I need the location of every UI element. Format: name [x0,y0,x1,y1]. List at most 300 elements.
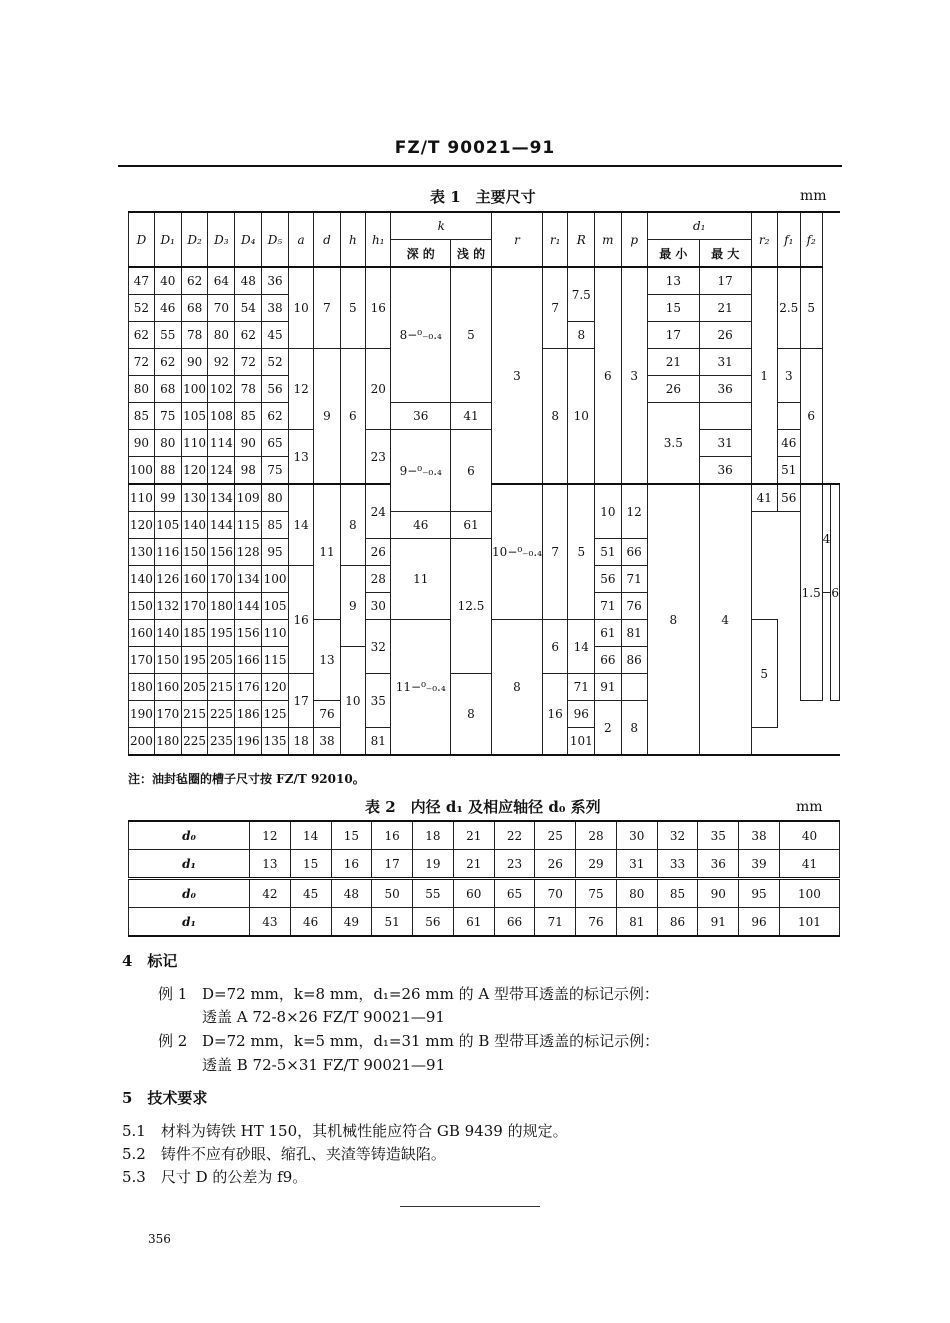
th-d: d [314,212,340,267]
cell: 11−⁰₋₀.₄ [391,620,450,756]
cell: 76 [314,701,340,728]
cell: 21 [699,295,751,322]
cell: 99 [154,484,181,512]
cell: 31 [699,430,751,457]
cell: 124 [208,457,235,485]
cell: 95 [262,539,289,566]
cell: 46 [290,908,331,937]
cell: 150 [129,593,155,620]
cell: 7.5 [568,267,595,322]
cell: 45 [290,879,331,908]
cell: 101 [568,728,595,756]
example-1-code: 透盖 A 72-8×26 FZ/T 90021—91 [202,1008,445,1026]
cell: 48 [235,267,262,295]
cell: 80 [154,430,181,457]
cell: 8 [542,349,567,485]
cell: 25 [535,821,576,850]
cell: 140 [154,620,181,647]
cell: 6 [340,349,365,485]
th-h1: h₁ [366,212,391,267]
cell: 5 [800,267,822,349]
document-header: FZ/T 90021—91 [394,138,556,158]
cell: 9 [314,349,340,485]
cell: 170 [129,647,155,674]
cell: 91 [698,908,739,937]
cell: 46 [391,512,450,539]
cell: 78 [235,376,262,403]
cell: 62 [154,349,181,376]
cell: 48 [331,879,372,908]
cell: 14 [288,484,313,566]
cell: 54 [235,295,262,322]
cell: 130 [129,539,155,566]
cell: 16 [366,267,391,349]
cell: 108 [208,403,235,430]
cell: 92 [208,349,235,376]
th-D2: D₂ [181,212,208,267]
cell: 33 [657,850,698,879]
cell: 72 [235,349,262,376]
example-1-text: D=72 mm，k=8 mm，d₁=26 mm 的 A 型带耳透盖的标记示例： [202,985,659,1003]
cell: 12.5 [450,539,491,674]
cell: 1 [751,267,777,484]
cell: 3 [777,349,800,403]
cell: 170 [181,593,208,620]
cell: 156 [208,539,235,566]
cell: 65 [494,879,535,908]
cell: 35 [366,674,391,728]
table-row [129,908,840,937]
cell: 28 [366,566,391,593]
cell: 60 [453,879,494,908]
cell: 96 [568,701,595,728]
cell: 225 [181,728,208,756]
cell: 6 [542,620,567,674]
cell: 128 [235,539,262,566]
cell: 116 [154,539,181,566]
cell: 71 [621,566,647,593]
cell: 50 [372,879,413,908]
cell: 61 [450,512,491,539]
th-h: h [340,212,365,267]
table1-caption: 表 1 主要尺寸 [430,188,536,206]
cell: 80 [208,322,235,349]
cell: 88 [154,457,181,485]
cell: 35 [698,821,739,850]
cell: 140 [129,566,155,593]
cell: 90 [235,430,262,457]
cell: 180 [129,674,155,701]
cell: 195 [181,647,208,674]
cell: 15 [331,821,372,850]
cell: 14 [568,620,595,674]
cell: 120 [181,457,208,485]
cell: 32 [657,821,698,850]
page-number: 356 [148,1232,171,1246]
cell: 134 [235,566,262,593]
cell: 38 [739,821,780,850]
cell: 95 [739,879,780,908]
row-label-d0: d₀ [129,879,250,908]
cell: 39 [739,850,780,879]
cell: 71 [568,674,595,701]
cell: 24 [366,484,391,539]
cell: 30 [616,821,657,850]
th-r2: r₂ [751,212,777,267]
cell: 5 [340,267,365,349]
cell: 21 [647,349,699,376]
section-4-title: 4 标记 [122,952,178,970]
cell: 66 [621,539,647,566]
cell: 30 [366,593,391,620]
cell: 170 [208,566,235,593]
cell: 10 [340,647,365,756]
cell: 7 [542,267,567,349]
cell: 55 [154,322,181,349]
cell: 98 [235,457,262,485]
cell: 134 [208,484,235,512]
requirement-5-3: 5.3 尺寸 D 的公差为 f9。 [122,1168,308,1186]
cell: 3 [621,267,647,484]
cell: 176 [235,674,262,701]
cell: 11 [314,484,340,620]
table-row [129,403,840,430]
th-D4: D₄ [235,212,262,267]
table1-note: 注：油封毡圈的槽子尺寸按 FZ/T 92010。 [128,772,365,786]
cell: 4 [699,484,751,755]
cell: 10−⁰₋₀.₄ [492,484,543,620]
cell: 196 [235,728,262,756]
cell: 10 [568,349,595,485]
cell: 23 [366,430,391,485]
cell: 100 [779,879,839,908]
cell: 4 [822,484,831,593]
cell: 160 [129,620,155,647]
cell: 61 [453,908,494,937]
cell: 8 [647,484,699,755]
main-dimensions-table [128,211,840,756]
row-label-d0: d₀ [129,821,250,850]
cell: 186 [235,701,262,728]
cell: 205 [208,647,235,674]
cell: 65 [262,430,289,457]
cell: 64 [208,267,235,295]
cell: 9−⁰₋₀.₄ [391,430,450,512]
header-rule [118,165,842,167]
table2-unit: mm [796,799,823,815]
cell: 115 [235,512,262,539]
diameter-series-table [128,820,840,937]
cell: 32 [366,620,391,674]
cell: 1.5 [800,484,822,701]
cell: 8 [492,620,543,756]
cell: 160 [181,566,208,593]
cell: 200 [129,728,155,756]
cell: 75 [262,457,289,485]
cell: 126 [154,566,181,593]
cell: 19 [413,850,454,879]
end-rule [400,1206,540,1207]
cell: 38 [262,295,289,322]
cell: 31 [699,349,751,376]
th-p: p [621,212,647,267]
th-k-deep: 深 的 [391,240,450,268]
cell: 160 [154,674,181,701]
cell: 15 [647,295,699,322]
cell: 36 [699,376,751,403]
cell: 40 [779,821,839,850]
cell: 15 [290,850,331,879]
cell: 235 [208,728,235,756]
cell: 17 [699,267,751,295]
cell: 11 [391,539,450,620]
cell: 105 [154,512,181,539]
cell: 8 [621,701,647,756]
th-R: R [568,212,595,267]
requirement-5-1: 5.1 材料为铸铁 HT 150，其机械性能应符合 GB 9439 的规定。 [122,1122,568,1140]
cell: 150 [181,539,208,566]
cell: 215 [181,701,208,728]
th-d1-max: 最 大 [699,240,751,268]
cell: 13 [288,430,313,485]
cell: 90 [129,430,155,457]
cell: 80 [616,879,657,908]
cell: 180 [154,728,181,756]
cell: 100 [181,376,208,403]
cell: 52 [262,349,289,376]
cell: 51 [595,539,621,566]
cell: 86 [657,908,698,937]
cell: 170 [154,701,181,728]
cell: 66 [595,647,621,674]
th-r1: r₁ [542,212,567,267]
cell: 120 [262,674,289,701]
cell: 62 [235,322,262,349]
cell: 80 [129,376,155,403]
cell: 8 [450,674,491,756]
cell: 12 [250,821,291,850]
cell: 100 [262,566,289,593]
cell: 7 [314,267,340,349]
cell: 68 [154,376,181,403]
cell: 49 [331,908,372,937]
cell: 62 [129,322,155,349]
cell: 16 [372,821,413,850]
cell: 130 [181,484,208,512]
cell: 41 [779,850,839,879]
cell: 5 [751,620,777,728]
example-2-label: 例 2 [158,1032,188,1050]
cell: 96 [739,908,780,937]
cell: 132 [154,593,181,620]
table2-caption: 表 2 内径 d₁ 及相应轴径 d₀ 系列 [365,798,601,816]
cell: 78 [181,322,208,349]
cell: 5 [450,267,491,403]
cell: 68 [181,295,208,322]
cell: 115 [262,647,289,674]
cell: 12 [621,484,647,539]
cell: 16 [542,674,567,756]
example-2-text: D=72 mm，k=5 mm，d₁=31 mm 的 B 型带耳透盖的标记示例： [202,1032,660,1050]
cell: 80 [262,484,289,512]
cell: 180 [208,593,235,620]
cell: 47 [129,267,155,295]
cell: 72 [129,349,155,376]
cell: 26 [366,539,391,566]
cell: 70 [535,879,576,908]
cell: 90 [698,879,739,908]
cell: 13 [250,850,291,879]
cell: 70 [208,295,235,322]
cell: 17 [288,674,313,728]
cell: 190 [129,701,155,728]
th-d1-min: 最 小 [647,240,699,268]
th-D1: D₁ [154,212,181,267]
cell: 52 [129,295,155,322]
cell: 40 [154,267,181,295]
cell: 62 [262,403,289,430]
cell: 215 [208,674,235,701]
cell: 110 [262,620,289,647]
cell: 51 [777,457,800,485]
th-m: m [595,212,621,267]
cell: 46 [777,430,800,457]
cell: 85 [262,512,289,539]
cell: 17 [647,322,699,349]
cell: 10 [288,267,313,349]
cell: 62 [181,267,208,295]
cell: 100 [129,457,155,485]
th-k-shallow: 浅 的 [450,240,491,268]
cell: 56 [262,376,289,403]
cell: 41 [751,484,777,512]
cell: 144 [208,512,235,539]
cell: 36 [699,457,751,485]
cell: 10 [595,484,621,539]
cell: 29 [576,850,617,879]
example-1-label: 例 1 [158,985,188,1003]
th-r: r [492,212,543,267]
cell: 55 [413,879,454,908]
cell: 86 [621,647,647,674]
table-row [129,850,840,879]
cell: 105 [181,403,208,430]
cell: 9 [340,566,365,647]
cell: 120 [129,512,155,539]
th-D3: D₃ [208,212,235,267]
cell: 6 [831,484,840,701]
cell: 85 [235,403,262,430]
cell: 36 [391,403,450,430]
cell: 85 [657,879,698,908]
cell: 7 [542,484,567,620]
cell: 12 [288,349,313,430]
cell: 166 [235,647,262,674]
cell: 16 [331,850,372,879]
th-f2: f₂ [800,212,822,267]
cell: 140 [181,512,208,539]
cell: 2 [595,701,621,756]
cell: 51 [372,908,413,937]
th-D: D [129,212,155,267]
cell: 91 [595,674,621,701]
cell: 71 [535,908,576,937]
cell: 3 [492,267,543,484]
cell: 2.5 [777,267,800,349]
example-2-code: 透盖 B 72-5×31 FZ/T 90021—91 [202,1056,446,1074]
cell: 31 [616,850,657,879]
section-5-title: 5 技术要求 [122,1089,208,1107]
cell: 114 [208,430,235,457]
cell: 41 [450,403,491,430]
th-D5: D₅ [262,212,289,267]
cell: 16 [288,566,313,674]
cell: 81 [616,908,657,937]
cell: 6 [450,430,491,512]
cell: 17 [372,850,413,879]
cell: 135 [262,728,289,756]
cell: 85 [129,403,155,430]
cell: 56 [413,908,454,937]
cell: 101 [779,908,839,937]
cell: 6 [800,349,822,485]
cell: 23 [494,850,535,879]
requirement-5-2: 5.2 铸件不应有砂眼、缩孔、夹渣等铸造缺陷。 [122,1145,446,1163]
cell: 150 [154,647,181,674]
table-row [129,879,840,908]
cell: 5 [568,484,595,620]
cell: 18 [288,728,313,756]
cell: 61 [595,620,621,647]
cell: 13 [314,620,340,701]
cell: 76 [621,593,647,620]
cell: 71 [595,593,621,620]
cell: 43 [250,908,291,937]
cell: 28 [576,821,617,850]
cell: 110 [181,430,208,457]
cell: 8 [340,484,365,566]
cell: 18 [413,821,454,850]
cell: 36 [262,267,289,295]
cell: 45 [262,322,289,349]
cell: 105 [262,593,289,620]
cell: 81 [621,620,647,647]
th-f1: f₁ [777,212,800,267]
cell: 102 [208,376,235,403]
cell: 110 [129,484,155,512]
table-row [129,430,840,457]
cell: 76 [576,908,617,937]
cell: 8−⁰₋₀.₄ [391,267,450,403]
cell: 26 [699,322,751,349]
cell: 185 [181,620,208,647]
cell: 156 [235,620,262,647]
cell: 205 [181,674,208,701]
cell: 21 [453,850,494,879]
cell: 56 [595,566,621,593]
cell: 125 [262,701,289,728]
th-k: k [391,212,492,240]
cell: 6 [595,267,621,484]
cell: 8 [568,322,595,349]
cell: 36 [698,850,739,879]
th-d1: d₁ [647,212,751,240]
cell: 90 [181,349,208,376]
cell: 75 [576,879,617,908]
cell: 38 [314,728,340,756]
cell: 21 [453,821,494,850]
cell: 26 [647,376,699,403]
